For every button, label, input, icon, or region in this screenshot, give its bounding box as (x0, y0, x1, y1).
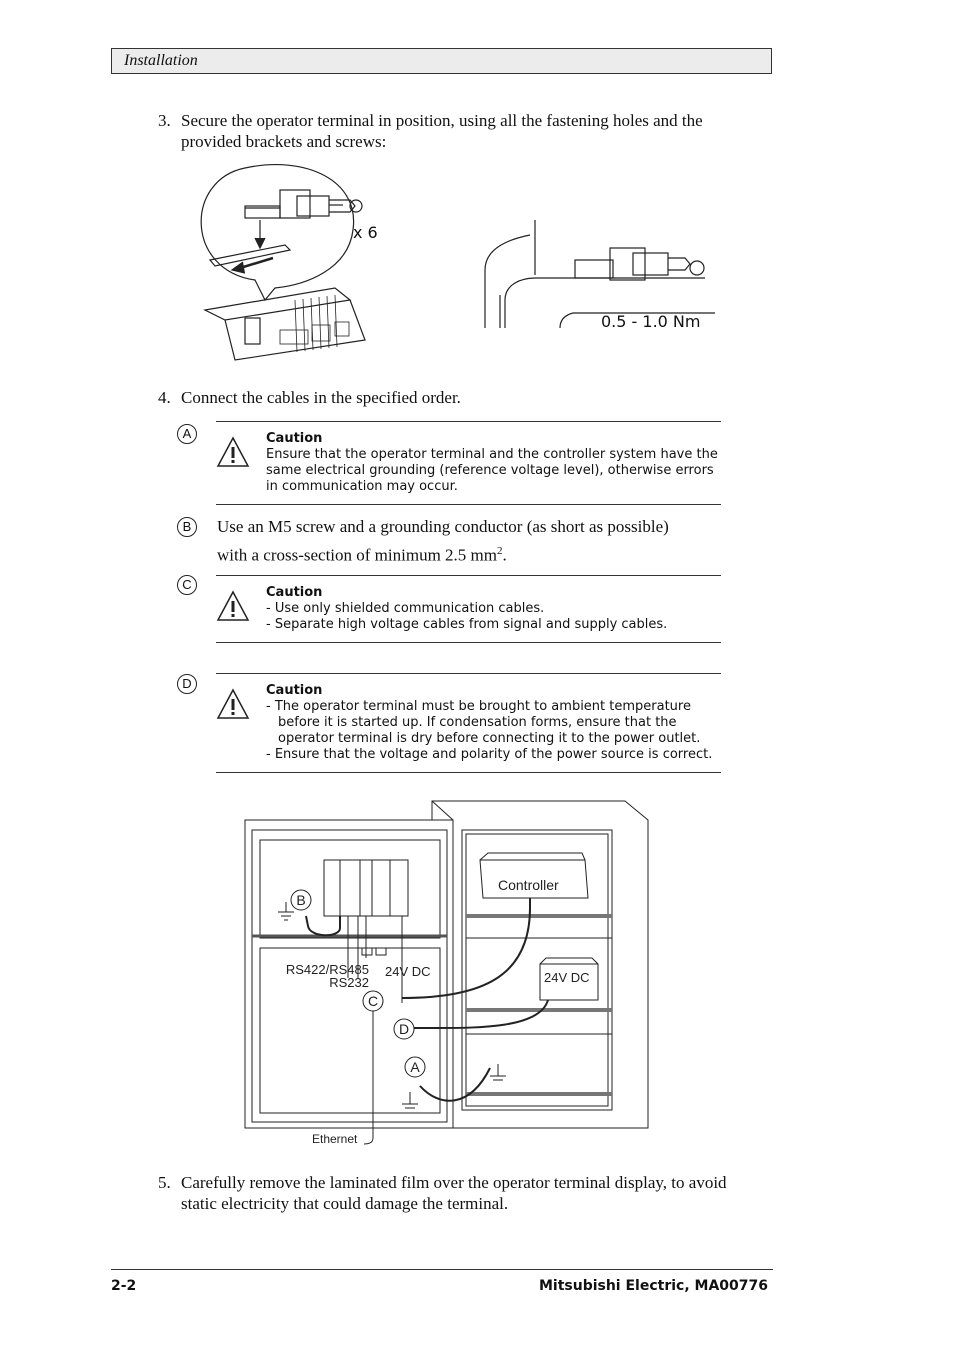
controller-label: Controller (498, 877, 559, 893)
serial-label-rs422: RS422/RS485 (285, 962, 369, 977)
bracket-count-label: x 6 (353, 223, 378, 242)
step-text-line1: Secure the operator terminal in position, using all the fastening holes and the (181, 111, 703, 130)
note-superscript: 2 (497, 545, 503, 557)
page-number: 2-2 (111, 1278, 137, 1294)
caution-box-cables (216, 575, 721, 643)
caution-line: same electrical grounding (reference voltage level), otherwise errors (266, 463, 714, 478)
step-number: 5. (158, 1173, 171, 1192)
caution-title: Caution (266, 431, 323, 446)
step-text-line1: Carefully remove the laminated film over the operator terminal display, to avoid (181, 1173, 727, 1192)
caution-box-power (216, 673, 721, 773)
note-line2-end: . (502, 545, 507, 565)
ethernet-label: Ethernet (312, 1132, 358, 1146)
marker-c: C (177, 575, 197, 595)
section-title: Installation (124, 52, 198, 69)
warning-icon (216, 436, 250, 468)
torque-label: 0.5 - 1.0 Nm (601, 312, 701, 331)
marker-d: D (177, 674, 197, 694)
marker-b: B (177, 517, 197, 537)
note-line1: Use an M5 screw and a grounding conductor (as short as possible) (217, 517, 669, 536)
diagram-marker-d: D (398, 1021, 410, 1037)
caution-box-grounding (216, 421, 721, 505)
dc-cable-label: 24V DC (385, 964, 431, 979)
warning-icon (216, 590, 250, 622)
step-text-line2: static electricity that could damage the terminal. (181, 1194, 509, 1213)
caution-line: Ensure that the operator terminal and the controller system have the (266, 447, 718, 462)
step-3 (158, 110, 758, 154)
caution-title: Caution (266, 585, 323, 600)
caution-line: - Ensure that the voltage and polarity of the power source is correct. (266, 747, 713, 762)
caution-line: operator terminal is dry before connecting it to the power outlet. (278, 731, 701, 746)
step-5 (158, 1172, 758, 1216)
footer-rule (111, 1269, 773, 1270)
caution-line: - Separate high voltage cables from signal and supply cables. (266, 617, 668, 632)
caution-line: in communication may occur. (266, 479, 458, 494)
warning-icon (216, 688, 250, 720)
grounding-note (217, 516, 717, 566)
caution-line: - Use only shielded communication cables. (266, 601, 545, 616)
step-number: 4. (158, 388, 171, 407)
caution-title: Caution (266, 683, 323, 698)
serial-label-rs232: RS232 (329, 975, 369, 990)
step-text-line1: Connect the cables in the specified order. (181, 388, 461, 407)
note-line2: with a cross-section of minimum 2.5 mm (217, 545, 497, 565)
caution-line: - The operator terminal must be brought to ambient temperature (266, 699, 691, 714)
bracket-mounting-figure (185, 160, 725, 370)
supply-label: 24V DC (544, 970, 590, 985)
caution-line: before it is started up. If condensation forms, ensure that the (278, 715, 677, 730)
diagram-marker-c: C (367, 993, 379, 1009)
step-4 (158, 387, 758, 409)
step-number: 3. (158, 111, 171, 130)
marker-a: A (177, 424, 197, 444)
diagram-marker-a: A (410, 1059, 420, 1075)
diagram-marker-b: B (296, 892, 306, 908)
document-reference: Mitsubishi Electric, MA00776 (538, 1278, 768, 1294)
wiring-diagram (240, 798, 655, 1150)
step-text-line2: provided brackets and screws: (181, 132, 387, 151)
section-header (111, 48, 772, 74)
